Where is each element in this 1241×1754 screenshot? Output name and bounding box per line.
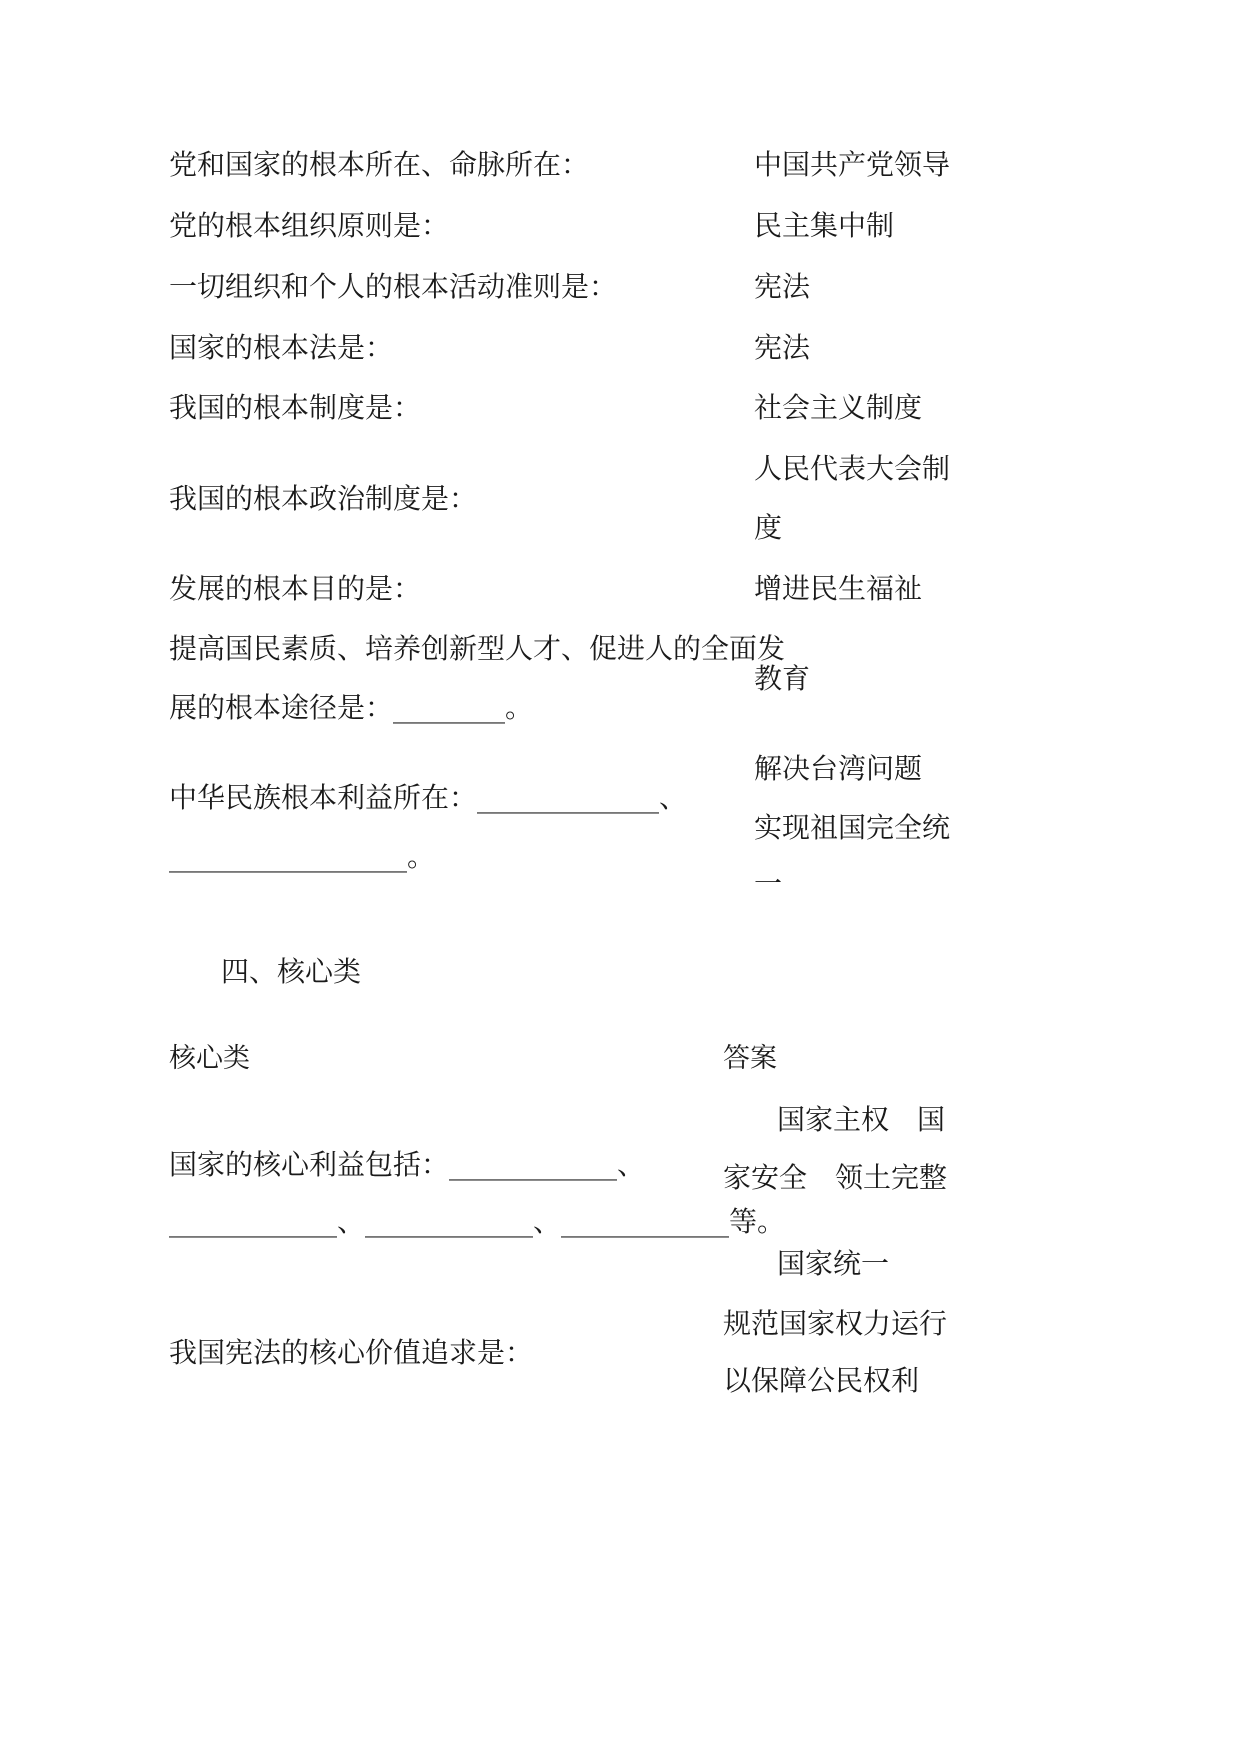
answer-text: 民主集中制 bbox=[754, 209, 895, 242]
column-header-question: 核心类 bbox=[169, 1043, 250, 1074]
answer-text: 中国共产党领导 bbox=[754, 148, 951, 181]
question-text: 提高国民素质、培养创新型人才、促进人的全面发 bbox=[169, 632, 786, 665]
question-text: 党和国家的根本所在、命脉所在： bbox=[169, 148, 590, 181]
question-text: 党的根本组织原则是： bbox=[169, 209, 450, 242]
answer-text: 实现祖国完全统 bbox=[754, 811, 951, 844]
question-text: _________________。 bbox=[169, 840, 436, 873]
question-text: ____________、____________、____________等。 bbox=[169, 1205, 786, 1238]
question-text: 展的根本途径是：________。 bbox=[169, 691, 534, 724]
question-text: 一切组织和个人的根本活动准则是： bbox=[169, 270, 618, 303]
answer-text: 规范国家权力运行 bbox=[723, 1307, 948, 1340]
question-text: 国家的根本法是： bbox=[169, 331, 394, 364]
answer-text: 增进民生福祉 bbox=[754, 572, 923, 605]
question-text: 我国的根本制度是： bbox=[169, 391, 422, 424]
question-text: 中华民族根本利益所在：_____________、 bbox=[169, 781, 688, 814]
answer-text: 宪法 bbox=[754, 270, 811, 303]
section-heading: 四、核心类 bbox=[221, 955, 362, 988]
answer-text: 社会主义制度 bbox=[754, 391, 923, 424]
question-text: 发展的根本目的是： bbox=[169, 572, 422, 605]
answer-text: 解决台湾问题 bbox=[754, 752, 923, 785]
answer-text: 家安全 领土完整 bbox=[723, 1161, 948, 1194]
answer-text: 宪法 bbox=[754, 331, 811, 364]
question-text: 我国的根本政治制度是： bbox=[169, 482, 478, 515]
column-header-answer: 答案 bbox=[723, 1043, 777, 1074]
answer-text: 一 bbox=[754, 867, 783, 900]
answer-text: 度 bbox=[754, 511, 783, 544]
answer-text: 教育 bbox=[754, 662, 811, 695]
answer-text: 国家主权 国 bbox=[777, 1103, 946, 1136]
answer-text: 人民代表大会制 bbox=[754, 452, 951, 485]
answer-text: 以保障公民权利 bbox=[723, 1364, 920, 1397]
question-text: 国家的核心利益包括：____________、 bbox=[169, 1148, 646, 1181]
answer-text: 国家统一 bbox=[777, 1247, 890, 1280]
question-text: 我国宪法的核心价值追求是： bbox=[169, 1336, 534, 1369]
